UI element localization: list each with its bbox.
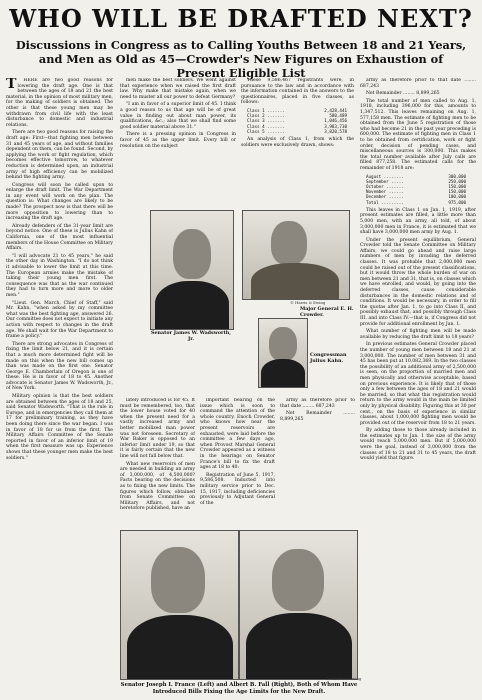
paragraph: army as therefore prior to that date ........ 687,243 bbox=[280, 398, 355, 409]
paragraph: men make the best soldiers. We went against that experience when we raised the first draft law. Why make that mistake again, when we need to muster all our power to defeat Germany? bbox=[120, 78, 236, 100]
paragraph: "Lieut. Gen. March, Chief of Staff," said Mr. Kahn, "when asked by my committee what was the best fighting age, answered 26. Our committee does not expect to initiate any action with respect to changes in the draft age. We shall wait for the War Department to frame a policy." bbox=[6, 300, 113, 340]
paragraph: HERE are two good reasons for lowering the draft age. One is that between the ages of 18 and 21 the best material, in the opinion of most military men, for the making of soldiers is obtained. The other is that these young men may be withdrawn from civil life with the least disturbance to domestic and industrial relations. bbox=[6, 78, 113, 128]
paragraph: Already defenders of the 31-year limit are beyond notice. One of these is Julius Kahn of California, one of the most influential members of the House Committee on Military Affairs. bbox=[6, 223, 113, 252]
subhead: Discussions in Congress as to Calling Youths Between 18 and 21 Years, and Men as Old as 45—Crowder's New Figures on Exhaustion of Present Eligible List bbox=[15, 38, 467, 80]
portrait-photo-crowder bbox=[242, 210, 350, 300]
table-row: Class 4 ....... 3,983,730 bbox=[247, 123, 347, 129]
article-column-2 bbox=[120, 78, 236, 208]
class-table bbox=[247, 108, 347, 134]
paragraph: By adding those to those already included in the estimates up to Jan. 1 the size of the army would reach 5,000,000 men. But if 5,000,000 were the goal, instead of 3,000,000 from the classes of 18 to 21 and 31 to 45 years, the draft would yield that figure. bbox=[360, 428, 476, 462]
paragraph: An analysis of Class 1, from which the soldiers were exclusively drawn, shows: bbox=[241, 136, 354, 148]
portrait-photo-fall bbox=[239, 530, 358, 680]
table-row: October ....... 150,000 bbox=[366, 183, 466, 189]
paragraph: What new reservoirs of men are needed in building an army of 3,000,000, of 4,500,000? Facts bearing on the decisions as to fixing the new limits. The figures which follow, obtained from Senate Committee on Military Affairs, and not heretofore published, have an bbox=[120, 461, 195, 512]
paragraph: Registration of June 5, 1917, 9,586,508. Inducted into military service prior to Dec. 15, 1917, including deficiencies previously to Adjutant General of the bbox=[200, 472, 275, 506]
paragraph: Military opinion is that the best soldiers are obtained between the ages of 18 and 25, said Senator Wadsworth. "That is the rule in Europe, and in emergencies they call them at 17 for preliminary training, as they have been doing there since the war began. I was in favor of 18 for us from the first. The Military Affairs Committee of the Senate reported in favor of an inferior limit of 19 when the first measure was up. Experience shows that these younger men make the best soldiers." bbox=[6, 394, 113, 461]
table-row: Class 5 ....... 3,820,578 bbox=[247, 128, 347, 134]
paragraph: There is a pressing opinion in Congress in favor of 45 as the upper limit. Every bill or resolution on the subject bbox=[120, 132, 236, 149]
photo-caption-wadsworth: Senator James W. Wadsworth, Jr. bbox=[151, 330, 231, 342]
paragraph: These 9,586,467 registrants were, in pursuance to the law and in accordance with the information contained in the answers to the questionnaires, placed in five classes, as follows: bbox=[241, 78, 354, 106]
paragraph: Net Remainder ........ 8,899,265 bbox=[280, 411, 355, 422]
table-row: Total ......... 975,000 bbox=[366, 199, 466, 205]
article-column-4 bbox=[360, 78, 476, 692]
paragraph: There are two good reasons for raising the draft age: First—that fighting men between 31 and 45 years of age, and without families dependent on them, can be found. Second, by applying the work or fight regulation, which becomes effective tomorrow, to whatever reduction is determined upon, an industrial army of high efficiency can be mobilized behind the fighting army. bbox=[6, 130, 113, 181]
article-column-3 bbox=[241, 78, 354, 208]
article-column-1 bbox=[6, 78, 113, 692]
bottom-photo-caption: Senator Joseph I. France (Left) and Albert B. Fall (Right), Both of Whom Have Introduced Bills Fixing the Age Limits for the New Draft. bbox=[120, 682, 358, 695]
portrait-photo-france bbox=[120, 530, 239, 680]
photo-credit: © Harris & Ewing bbox=[326, 676, 362, 681]
paragraph: Net Remainder ........ 8,899,265 bbox=[366, 91, 440, 97]
paragraph: The total number of men called to Aug. 1, 1918, including 396,000 for this, amounts to 1,347,512. This leaves remaining on Aug. 1, 577,158 men. The estimate of fighting men to be obtained from the June 5 registration of those who had become 21 in the past year preceding is 600,000. The estimate of fighting men in Class 1 to be obtained from certification, work or fight order, decision of pending cases, and miscellaneous sources is 300,000. This makes the total number available after July calls are filled 877,258. The estimated calls for the remainder of 1918 are: bbox=[360, 98, 476, 171]
table-row: November ...... 150,000 bbox=[366, 189, 466, 195]
dropcap: T bbox=[6, 78, 17, 92]
table-row: December ...... 100,000 bbox=[366, 194, 466, 200]
paragraph: army as therefore prior to that date ........ 687,243 bbox=[360, 78, 476, 89]
table-row: September ..... 250,000 bbox=[366, 178, 466, 184]
article-column-4-lower bbox=[280, 398, 355, 523]
paragraph: What number of fighting men will be made available by reducing the draft limit to 18 years? bbox=[360, 329, 476, 340]
photo-caption-crowder: Major General E. H. Crowder. bbox=[300, 306, 354, 318]
portrait-photo-wadsworth bbox=[150, 210, 234, 330]
table-row: Class 2 ....... 580,489 bbox=[247, 113, 347, 119]
table-row: Class 1 ....... 2,428,441 bbox=[247, 107, 347, 113]
article-column-3-lower bbox=[200, 398, 275, 523]
paragraph: Congress will soon be called upon to enlarge the draft limit. The War Department in any event will work on the plan. The question is: What changes are likely to be made? The prospect now is that there will be more opposition to lowering than to increasing the draft age. bbox=[6, 182, 113, 222]
photo-credit: © Harris & Ewing bbox=[290, 300, 326, 305]
paragraph: Under the present equilibrium, General Crowder told the Senate Committee on Military Affairs, we could go ahead and raise large numbers of men by invading the deferred classes. It was probable that 2,000,000 men could be raised out of the present classifications, but it would throw the whole burden of war on men between 21 and 31, that is, on classes which we have enrolled, and would, by going into the deferred classes, cause considerable disturbances in the domestic relations and of conditions. It would be necessary, in order to fill the quotas after Jan. 1, to go into Class II, and possibly exhaust that, and possibly through Class III. and into Class IV.—that is, if Congress did not provide for additional enrollment by Jan. 1. bbox=[360, 237, 476, 327]
paragraph: "I am in favor of a superior limit of 45. I think a good reason to us that age will be of great value in finding out about man power, its qualifications, &c.; also that we shall find some good soldier material above 31." bbox=[120, 102, 236, 130]
headline: WHO WILL BE DRAFTED NEXT? bbox=[9, 4, 473, 33]
article-column-2-lower bbox=[120, 398, 195, 523]
paragraph: lately introduced is for 45. It must be remembered, too, that the lower house voted for 40 when the present need for a vastly increased army and better mobilized man power was not foreseen. Secretary of War Baker is opposed to an inferior limit under 19, so that it is fairly certain that the new line will not fall below that. bbox=[120, 398, 195, 459]
table-row: August ........ 300,000 bbox=[366, 173, 466, 179]
paragraph: There are strong advocates in Congress of fixing the limit below 21, and it is certain that a much more determined fight will be made on this when the new bill comes up than was made on the first one. Senator George E. Chamberlain of Oregon is one of these. He is in favor of 18 to 45. Another advocate is Senator James W. Wadsworth, Jr., of New York. bbox=[6, 341, 113, 392]
paragraph: "I will advocate 21 to 45 years," he said the other day in Washington. "I do not think it advisable to lower the limit at this time. The European armies make the mistake of taking their young men first. The consequence was that as the war continued they had to turn more and more to older men." bbox=[6, 253, 113, 298]
table-row: Class 3 ....... 1,046,456 bbox=[247, 118, 347, 124]
paragraph: This leaves in Class 1 on Jan. 1, 1919, after present estimates are filled, a little more than 5,000 men, with an army, all told, of about 3,000,000 men in France, it is estimated that we shall have 3,000,000 men army by Aug. 1. bbox=[360, 207, 476, 236]
photo-caption-kahn: Congressman Julius Kahn. bbox=[310, 352, 347, 364]
portrait-photo-kahn bbox=[258, 318, 308, 388]
calls-table bbox=[366, 174, 466, 205]
paragraph: important bearing on the issue which is soon to command the attention of the whole country. Enoch Crowder, who knows how near the present reservoirs are exhausted, were laid before the committee a few days ago, when Provost Marshal General Crowder appeared as a witness in the hearings on Senator France's bill to fix the draft ages at 18 to 40: bbox=[200, 398, 275, 471]
paragraph: In previous estimates General Crowder placed the number of young men between 18 and 21 at 3,000,000. The number of men between 31 and 45 has been put at 10,082,369. In the two classes the possibility of an additional army of 2,500,000 is seen, on the proportion of married men and men physically and otherwise acceptable, based on previous experience. It is likely that of those only a few between the ages of 18 and 21 would be married, so that what this registration would return to the army would in the main be limited only by physical disability. Figuring this at 30 per cent., on the basis of experience in similar classes, about 1,000,000 fighting men would be provided out of the reservoir from 18 to 21 years. bbox=[360, 342, 476, 426]
